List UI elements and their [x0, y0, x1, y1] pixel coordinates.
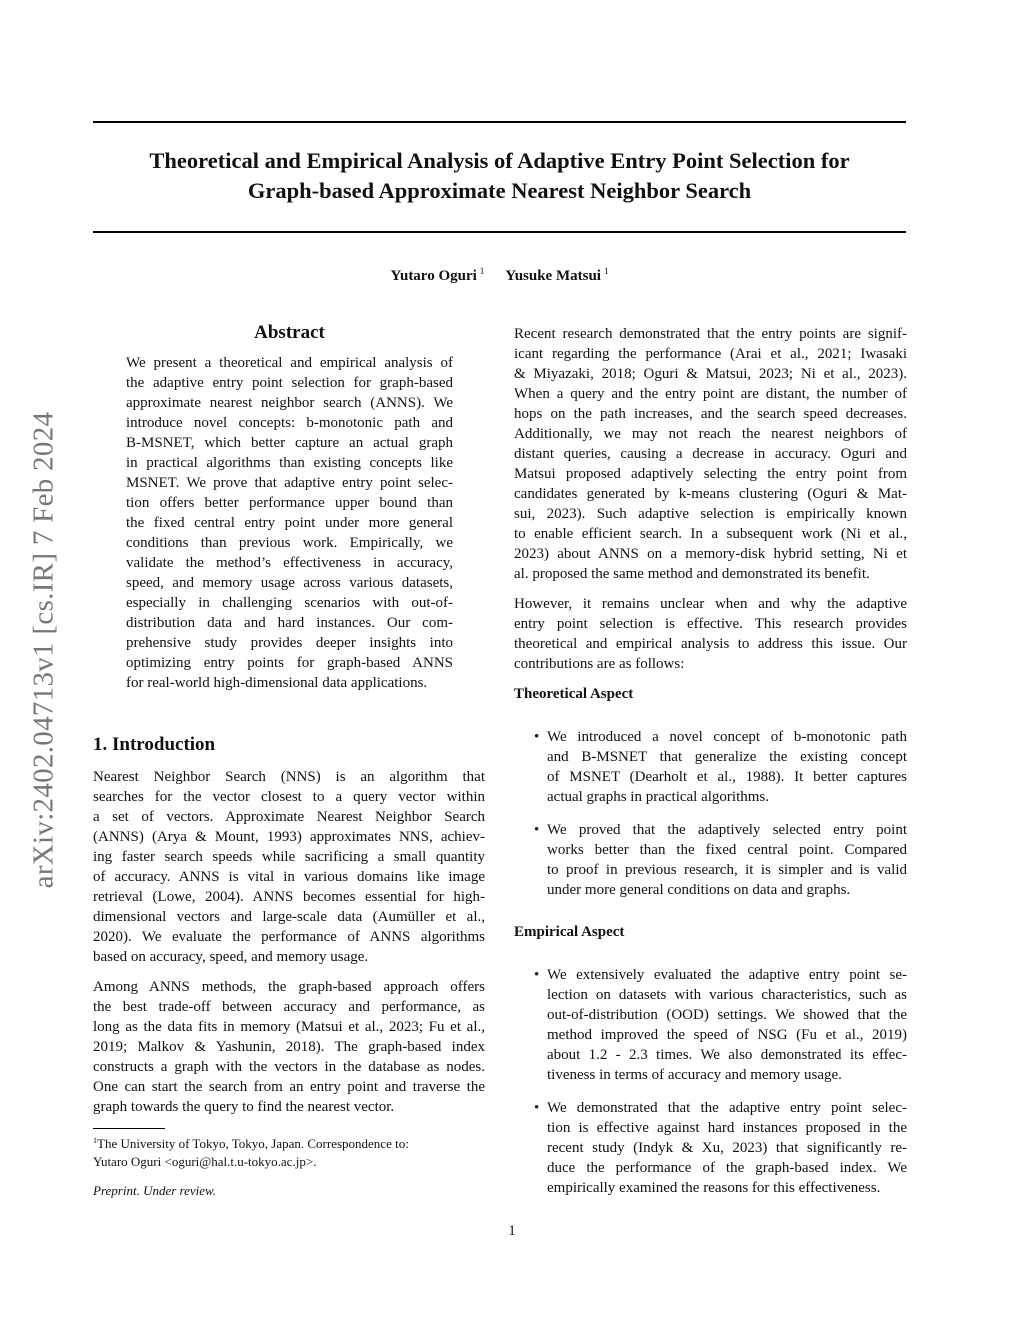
abstract-heading: Abstract [254, 322, 325, 343]
text-line: approximate nearest neighbor search (ANNS). We [126, 395, 453, 411]
theoretical-bullet [514, 820, 907, 900]
text-line: We present a theoretical and empirical analysis of [126, 355, 453, 371]
text-line: However, it remains unclear when and why the adaptive [514, 596, 907, 612]
text-line: long as the data fits in memory (Matsui et al., 2023; Fu et al., [93, 1019, 485, 1035]
title-line-2: Graph-based Approximate Nearest Neighbor Search [247, 178, 752, 203]
text-line: method improved the speed of NSG (Fu et al., 2019) [547, 1027, 907, 1043]
text-line: based on accuracy, speed, and memory usage. [93, 949, 369, 965]
text-line: the fixed central entry point under more general [126, 515, 453, 531]
preprint-note: Preprint. Under review. [93, 1183, 216, 1198]
text-line: sui, 2023). Such adaptive selection is empirically known [514, 506, 907, 522]
footnote [93, 1132, 485, 1171]
text-line: the adaptive entry point selection for graph-based [126, 375, 453, 391]
text-line: (ANNS) (Arya & Mount, 1993) approximates NNS, achiev- [93, 829, 485, 845]
text-line: Additionally, we may not reach the nearest neighbors of [514, 426, 907, 442]
author-affiliation: 1 [479, 266, 485, 276]
text-line: empirically examined the reasons for this effectiveness. [547, 1180, 881, 1196]
text-line: constructs a graph with the vectors in the database as nodes. [93, 1059, 485, 1075]
text-line: Nearest Neighbor Search (NNS) is an algorithm that [93, 769, 485, 785]
empirical-bullet [514, 965, 907, 1085]
arxiv-identifier: arXiv:2402.04713v1 [cs.IR] 7 Feb 2024 [27, 411, 60, 889]
author-name: Yusuke Matsui [505, 268, 601, 284]
text-line: B-MSNET, which better capture an actual graph [126, 435, 453, 451]
bullet-icon: • [534, 967, 540, 983]
footnote-rule [93, 1128, 165, 1129]
text-line: under more general conditions on data and graphs. [547, 882, 851, 898]
text-line: hops on the path increases, and the search speed decreases. [514, 406, 907, 422]
text-line: & Miyazaki, 2018; Oguri & Matsui, 2023; Ni et al., 2023). [514, 366, 907, 382]
text-line: to proof in previous research, it is simpler and is valid [547, 862, 907, 878]
text-line: distribution data and hard instances. Our com- [126, 615, 453, 631]
top-rule [93, 121, 906, 123]
text-line: actual graphs in practical algorithms. [547, 789, 770, 805]
abstract-body [126, 353, 453, 693]
text-line: Matsui proposed adaptively selecting the entry point from [514, 466, 907, 482]
right-paragraph-2 [514, 594, 907, 674]
text-line: of MSNET (Dearholt et al., 1988). It better captures [547, 769, 907, 785]
text-line: We introduced a novel concept of b-monotonic path [547, 729, 907, 745]
text-line: tiveness in terms of accuracy and memory usage. [547, 1067, 842, 1083]
text-line: works better than the fixed central point. Compared [547, 842, 907, 858]
text-line: theoretical and empirical analysis to address this issue. Our [514, 636, 907, 652]
text-line: MSNET. We prove that adaptive entry point selec- [126, 475, 453, 491]
text-line: prehensive study provides deeper insights into [126, 635, 453, 651]
text-line: especially in challenging scenarios with out-of- [126, 595, 453, 611]
text-line: al. proposed the same method and demonstrated its benefit. [514, 566, 870, 582]
page-number: 1 [508, 1223, 516, 1239]
text-line: We proved that the adaptively selected entry point [547, 822, 907, 838]
text-line: Among ANNS methods, the graph-based approach offers [93, 979, 485, 995]
text-line: searches for the vector closest to a query vector within [93, 789, 485, 805]
text-line: contributions are as follows: [514, 656, 685, 672]
bullet-icon: • [534, 822, 540, 838]
text-line: introduce novel concepts: b-monotonic path and [126, 415, 453, 431]
footnote-line: $^1$The University of Tokyo, Tokyo, Japan. Correspondence to: [93, 1136, 409, 1151]
author-name: Yutaro Oguri [390, 268, 477, 284]
text-line: the best trade-off between accuracy and performance, as [93, 999, 485, 1015]
text-line: lection on datasets with various characteristics, such as [547, 987, 907, 1003]
text-line: tion offers better performance upper bound than [126, 495, 453, 511]
text-line: validate the method’s effectiveness in accuracy, [126, 555, 453, 571]
text-line: recent study (Indyk & Xu, 2023) that significantly re- [547, 1140, 907, 1156]
text-line: optimizing entry points for graph-based ANNS [126, 655, 453, 671]
bullet-icon: • [534, 729, 540, 745]
author-list [93, 266, 906, 285]
text-line: for real-world high-dimensional data applications. [126, 675, 428, 691]
text-line: retrieval (Lowe, 2004). ANNS becomes essential for high- [93, 889, 485, 905]
text-line: to enable efficient search. In a subsequent work (Ni et al., [514, 526, 907, 542]
text-line: icant regarding the performance (Arai et al., 2021; Iwasaki [514, 346, 907, 362]
text-line: dimensional vectors and large-scale data (Aumüller et al., [93, 909, 485, 925]
text-line: out-of-distribution (OOD) settings. We showed that the [547, 1007, 907, 1023]
abstract-section [126, 320, 453, 693]
text-line: distant queries, causing a decrease in accuracy. Oguri and [514, 446, 907, 462]
empirical-aspect-heading: Empirical Aspect [514, 924, 625, 940]
bullet-icon: • [534, 1100, 540, 1116]
text-line: of accuracy. ANNS is vital in various domains like image [93, 869, 485, 885]
intro-paragraph-2 [93, 977, 485, 1117]
author-affiliation: 1 [603, 266, 609, 276]
text-line: conditions than previous work. Empirically, we [126, 535, 453, 551]
text-line: 2023) about ANNS on a memory-disk hybrid setting, Ni et [514, 546, 907, 562]
text-line: speed, and memory usage across various datasets, [126, 575, 453, 591]
text-line: candidates generated by k-means clustering (Oguri & Mat- [514, 486, 907, 502]
text-line: We demonstrated that the adaptive entry point selec- [547, 1100, 907, 1116]
text-line: and B-MSNET that generalize the existing concept [547, 749, 907, 765]
bottom-title-rule [93, 231, 906, 233]
paper-title [93, 146, 906, 206]
text-line: Recent research demonstrated that the entry points are signif- [514, 326, 907, 342]
theoretical-aspect-heading: Theoretical Aspect [514, 686, 634, 702]
introduction-section [93, 732, 485, 1117]
text-line: We extensively evaluated the adaptive entry point se- [547, 967, 907, 983]
theoretical-bullet [514, 727, 907, 807]
text-line: ing faster search speeds while sacrificing a small quantity [93, 849, 485, 865]
right-column [514, 324, 907, 1198]
text-line: about 1.2 - 2.3 times. We also demonstrated its effec- [547, 1047, 907, 1063]
text-line: graph towards the query to find the nearest vector. [93, 1099, 395, 1115]
footnote-line: Yutaro Oguri <oguri@hal.t.u-tokyo.ac.jp>. [93, 1154, 317, 1169]
right-paragraph-1 [514, 324, 907, 584]
footnote-mark: 1 [93, 1136, 97, 1145]
text-line: 2019; Malkov & Yashunin, 2018). The graph-based index [93, 1039, 485, 1055]
introduction-heading: 1. Introduction [93, 734, 216, 755]
text-line: a set of vectors. Approximate Nearest Neighbor Search [93, 809, 485, 825]
text-line: entry point selection is effective. This research provides [514, 616, 907, 632]
text-line: When a query and the entry point are distant, the number of [514, 386, 907, 402]
text-line: in practical algorithms than existing concepts like [126, 455, 453, 471]
intro-paragraph-1 [93, 767, 485, 967]
text-line: tion is effective against hard instances proposed in the [547, 1120, 907, 1136]
text-line: One can start the search from an entry point and traverse the [93, 1079, 485, 1095]
empirical-bullet [514, 1098, 907, 1198]
text-line: 2020). We evaluate the performance of ANNS algorithms [93, 929, 485, 945]
text-line: duce the performance of the graph-based index. We [547, 1160, 907, 1176]
title-line-1: Theoretical and Empirical Analysis of Adaptive Entry Point Selection for [149, 148, 850, 173]
